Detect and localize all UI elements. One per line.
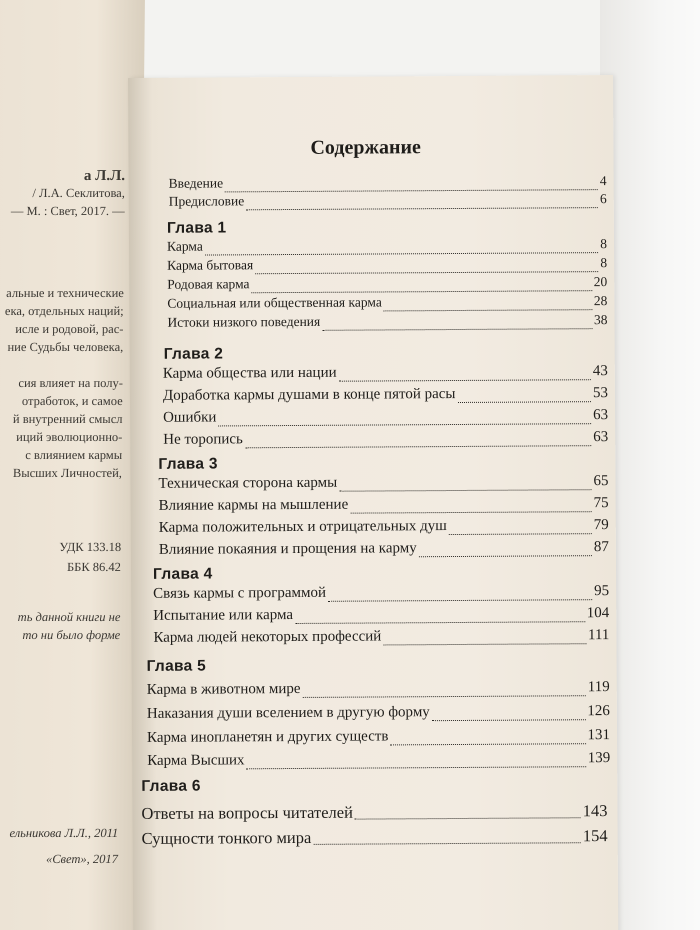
dot-leader [247,765,586,769]
toc-entry [147,727,610,752]
chapter-heading: Глава 1 [166,219,227,237]
left-page-line: исле и родовой, рас- [15,322,124,336]
toc-entry-label: Техническая сторона кармы [158,474,338,492]
toc-entry-label: Испытание или карма [153,607,294,624]
dot-leader [350,510,591,513]
toc-entry-label: Карма [166,238,203,254]
dot-leader [419,554,592,557]
toc-entry [158,473,608,498]
dot-leader [322,327,592,331]
toc-entry [163,363,608,388]
toc-entry-page: 75 [593,495,609,512]
toc-entry-page: 4 [599,173,607,189]
dot-leader [245,444,591,448]
toc-entry-page: 63 [593,429,609,446]
dot-leader [384,308,592,311]
chapter-heading: Глава 3 [158,455,218,473]
toc-entry-page: 131 [587,727,611,744]
toc-entry [167,312,607,337]
toc-entry-label: Влияние покаяния и прощения на карму [158,540,417,558]
toc-entry-page: 28 [593,293,608,309]
toc-entry [153,583,609,608]
toc-entry-label: Связь кармы с программой [153,584,327,602]
toc-entry [159,517,609,542]
toc-entry-page: 43 [592,363,608,380]
dot-leader [246,206,598,210]
copyright-line: «Свет», 2017 [45,852,118,866]
toc-entry [169,191,607,216]
dot-leader [355,816,581,819]
toc-entry [141,801,607,826]
udk-code: УДК 133.18 [59,540,122,554]
left-page-line: то ни было форме [22,628,121,642]
toc-entry-page: 87 [593,539,609,556]
table-of-contents [128,75,618,930]
left-page-text [0,0,145,920]
page-title: Содержание [310,136,421,159]
toc-entry-label: Предисловие [168,193,245,209]
left-page-line: ть данной книги не [17,610,121,624]
toc-entry-label: Карма людей некоторых профессий [153,628,382,646]
left-page-line: иций эволюционно- [16,430,123,444]
toc-entry [147,679,610,704]
dot-leader [295,620,585,624]
toc-entry-page: 65 [593,473,609,490]
chapter-heading: Глава 4 [152,565,213,583]
toc-entry [147,750,610,775]
toc-entry [163,385,608,410]
dot-leader [449,532,592,535]
left-page-line: — М. : Свет, 2017. — [10,204,125,218]
chapter-heading: Глава 2 [163,345,224,363]
toc-entry-label: Истоки низкого поведения [167,313,321,330]
left-page-line: альные и технические [6,286,124,300]
left-page-line: й внутренний смысл [12,412,123,426]
toc-entry-page: 111 [587,627,610,644]
left-page-line: отработок, и самое [21,394,123,408]
left-page-line: с влиянием кармы [25,448,123,462]
toc-entry [163,429,608,454]
toc-entry-label: Не торопись [163,431,243,448]
toc-entry-page: 6 [599,191,607,207]
toc-entry-label: Ошибки [163,409,217,426]
toc-entry-page: 8 [600,255,608,271]
toc-entry [142,826,608,851]
dot-leader [383,642,586,645]
toc-entry-label: Ответы на вопросы читателей [141,802,353,823]
toc-entry-label: Карма Высших [147,752,245,769]
toc-entry-page: 154 [582,826,608,846]
dot-leader [339,378,591,382]
left-page-line: а Л.Л. [83,168,126,184]
toc-entry-label: Карма в животном мире [146,680,301,698]
toc-entry-page: 126 [587,703,610,720]
toc-entry [159,539,609,564]
toc-entry [147,703,610,728]
dot-leader [328,598,592,602]
dot-leader [458,400,591,403]
toc-entry-page: 79 [593,517,609,534]
toc-entry-page: 8 [600,236,608,252]
chapter-heading: Глава 6 [141,777,201,795]
toc-entry-page: 95 [594,583,610,600]
left-page-line: / Л.А. Секлитова, [32,186,125,200]
toc-entry [153,605,609,630]
toc-entry-label: Карма инопланетян и других существ [146,728,389,746]
dot-leader [339,488,591,492]
toc-entry-label: Карма общества или нации [162,364,337,382]
toc-entry-label: Влияние кармы на мышление [158,496,349,514]
toc-entry-page: 104 [586,605,610,622]
left-page-line: ека, отдельных наций; [4,304,124,318]
toc-entry [163,407,608,432]
toc-entry-page: 38 [593,312,608,328]
right-page [128,75,618,930]
left-page-line: сия влияет на полу- [18,376,123,390]
toc-entry-page: 143 [582,801,608,821]
toc-entry-label: Карма бытовая [167,257,254,273]
toc-entry-label: Наказания души вселением в другую форму [146,704,430,722]
toc-entry-page: 63 [593,407,609,424]
toc-entry-label: Социальная или общественная карма [167,294,382,311]
toc-entry-label: Сущности тонкого мира [141,827,312,848]
toc-entry-label: Родовая карма [167,276,250,292]
toc-entry-page: 119 [587,679,610,696]
dot-leader [218,422,591,426]
toc-entry-page: 139 [587,750,611,767]
bbk-code: ББК 86.42 [66,560,122,574]
left-page-line: ние Судьбы человека, [7,340,124,354]
toc-entry-label: Введение [168,175,224,191]
toc-entry [153,627,609,652]
dot-leader [391,742,586,745]
left-page [0,0,145,930]
dot-leader [313,841,581,845]
dot-leader [432,718,586,721]
left-page-line: Высших Личностей, [12,466,123,480]
toc-entry-label: Карма положительных и отрицательных душ [158,518,447,536]
copyright-line: ельникова Л.Л., 2011 [9,826,119,840]
toc-entry-page: 20 [593,274,608,290]
toc-entry-page: 53 [592,385,608,402]
toc-entry-label: Доработка кармы душами в конце пятой расы [162,386,456,404]
chapter-heading: Глава 5 [146,657,207,675]
dot-leader [303,694,586,698]
toc-entry [159,495,609,520]
